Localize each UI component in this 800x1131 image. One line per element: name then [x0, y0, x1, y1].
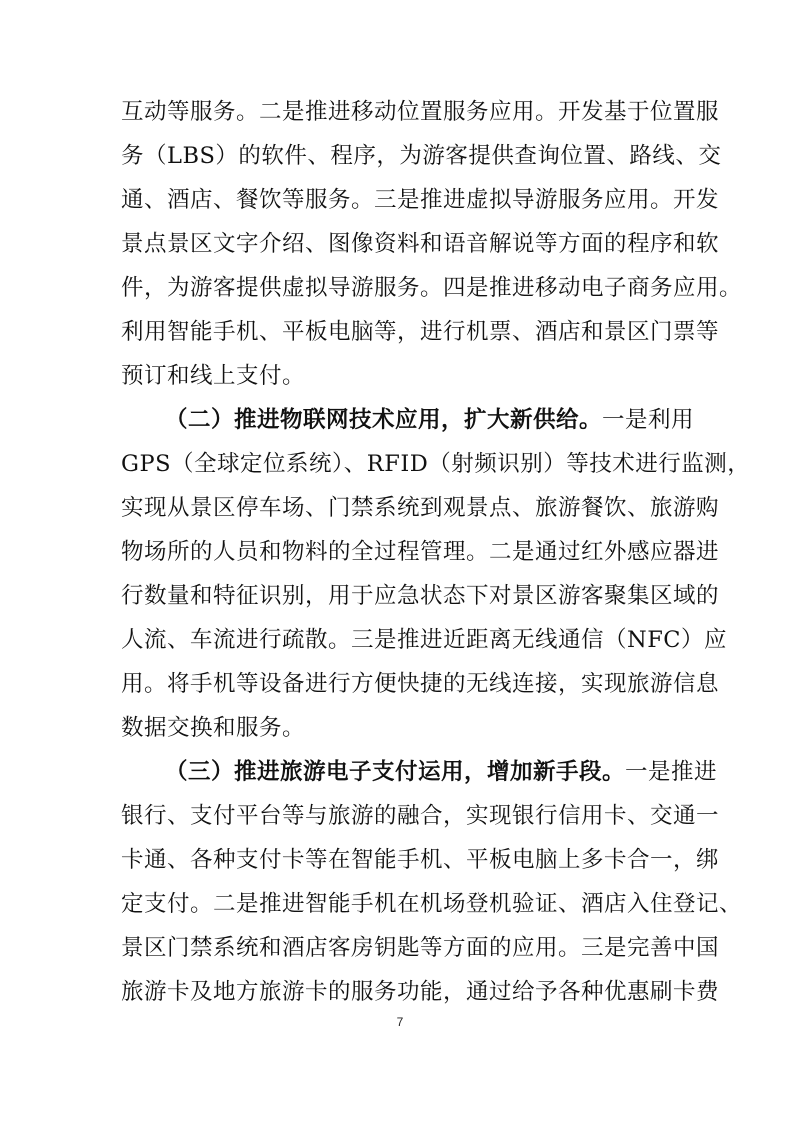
page-number: 7: [396, 1015, 404, 1029]
text-line: 通、酒店、餐饮等服务。三是推进虚拟导游服务应用。开发: [121, 187, 720, 213]
text-line: 务（LBS）的软件、程序，为游客提供查询位置、路线、交: [121, 143, 722, 169]
section-heading: （二）推进物联网技术应用，扩大新供给。: [165, 407, 603, 433]
text-line: 数据交换和服务。: [121, 715, 306, 741]
text-line: 人流、车流进行疏散。三是推进近距离无线通信（NFC）应: [121, 627, 728, 653]
section-heading: （三）推进旅游电子支付运用，增加新手段。: [165, 759, 626, 785]
text-line: 旅游卡及地方旅游卡的服务功能，通过给予各种优惠刷卡费: [121, 979, 720, 1005]
text-line: 件，为游客提供虚拟导游服务。四是推进移动电子商务应用。: [121, 275, 743, 301]
text-line: GPS（全球定位系统）、RFID（射频识别）等技术进行监测，: [121, 451, 751, 477]
text-line: 定支付。二是推进智能手机在机场登机验证、酒店入住登记、: [121, 891, 743, 917]
text-line: 行数量和特征识别，用于应急状态下对景区游客聚集区域的: [121, 583, 720, 609]
section-first-line: [165, 752, 718, 792]
section-first-line: [165, 400, 695, 440]
text-line: 实现从景区停车场、门禁系统到观景点、旅游餐饮、旅游购: [121, 495, 720, 521]
section-text: 一是推进: [625, 759, 718, 785]
text-line: 卡通、各种支付卡等在智能手机、平板电脑上多卡合一，绑: [121, 847, 720, 873]
text-line: 景点景区文字介绍、图像资料和语音解说等方面的程序和软: [121, 231, 720, 257]
text-line: 物场所的人员和物料的全过程管理。二是通过红外感应器进: [121, 539, 720, 565]
text-line: 银行、支付平台等与旅游的融合，实现银行信用卡、交通一: [121, 803, 720, 829]
text-line: 互动等服务。二是推进移动位置服务应用。开发基于位置服: [121, 99, 720, 125]
text-line: 预订和线上支付。: [121, 363, 306, 389]
text-line: 利用智能手机、平板电脑等，进行机票、酒店和景区门票等: [121, 319, 720, 345]
text-line: 景区门禁系统和酒店客房钥匙等方面的应用。三是完善中国: [121, 935, 720, 961]
section-text: 一是利用: [602, 407, 695, 433]
text-line: 用。将手机等设备进行方便快捷的无线连接，实现旅游信息: [121, 671, 720, 697]
